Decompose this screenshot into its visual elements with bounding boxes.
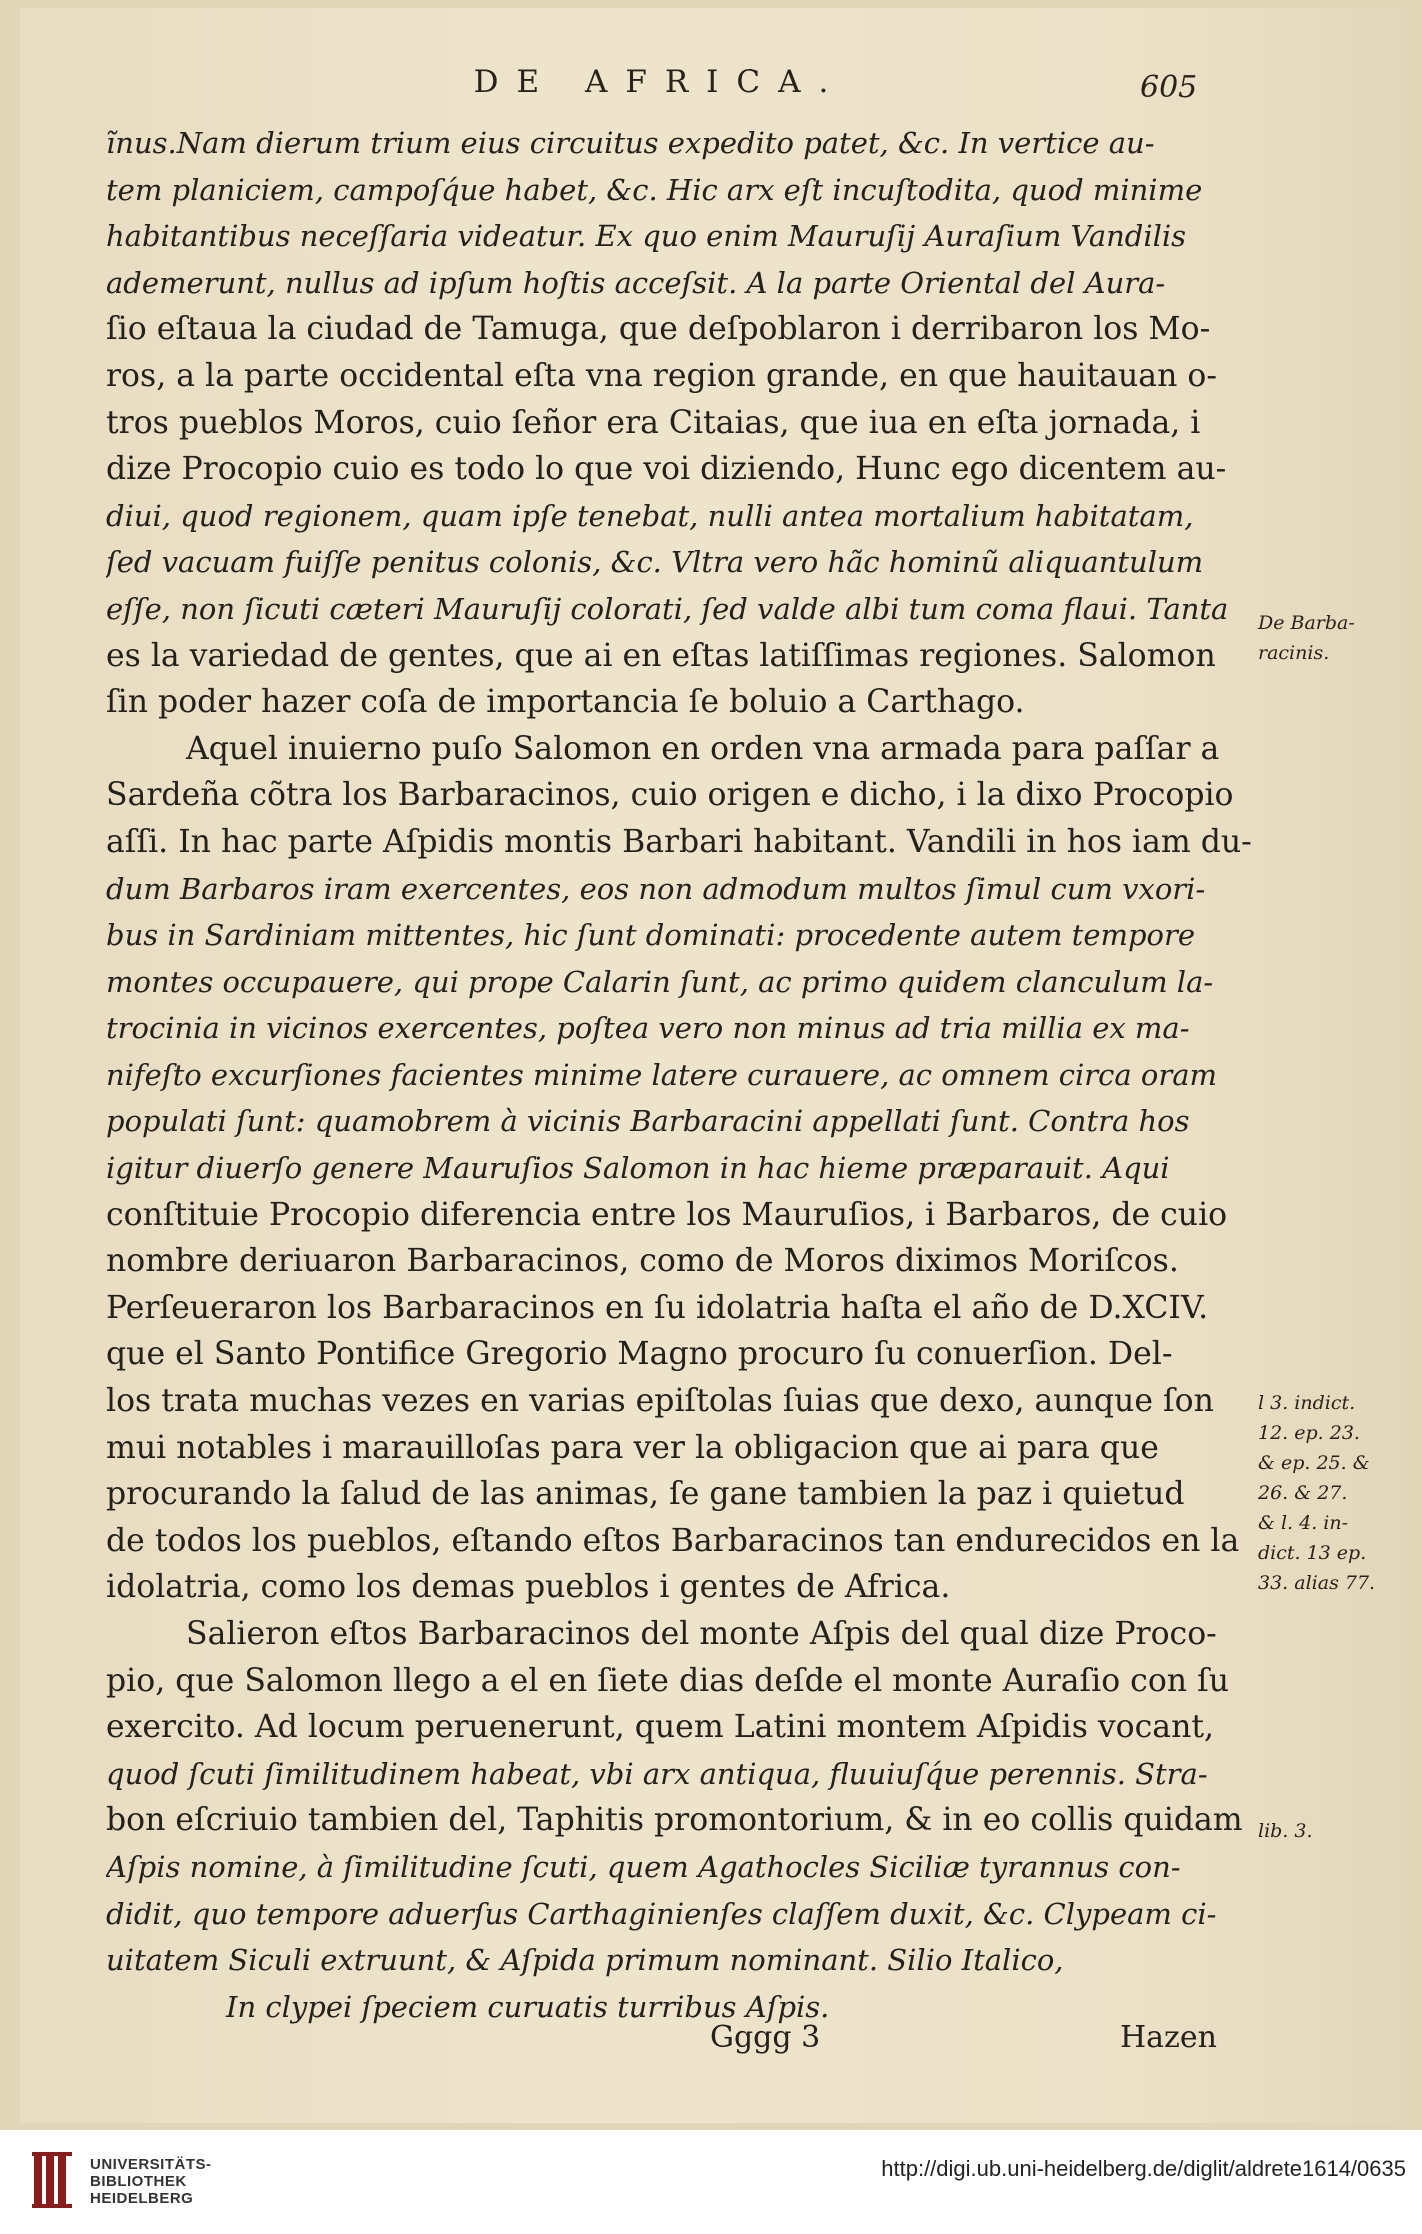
text-line: exercito. Ad locum peruenerunt, quem Latini montem Aſpidis vocant, [106, 1709, 1215, 1746]
marginal-note-line: dict. 13 ep. [1258, 1542, 1367, 1564]
text-line: habitantibus neceſſaria videatur. Ex quo enim Mauruſij Auraſium Vandilis [106, 219, 1187, 254]
marginal-note-silio [1258, 1816, 1313, 1846]
library-name-line: BIBLIOTHEK [90, 2173, 187, 2190]
catchword: Hazen [1120, 2020, 1217, 2055]
text-line: Aſpis nomine, à ſimilitudine ſcuti, quem Agathocles Siciliæ tyrannus con- [106, 1849, 1181, 1884]
text-line: ros, a la parte occidental eſta vna region grande, en que hauitauan o- [106, 357, 1217, 394]
marginal-note-barbaracinis [1258, 608, 1355, 668]
text-line: trocinia in vicinos exercentes, poſtea vero non minus ad tria millia ex ma- [106, 1011, 1190, 1046]
marginal-note-line: 33. alias 77. [1258, 1572, 1376, 1594]
marginal-note-line: 12. ep. 23. [1258, 1422, 1360, 1444]
text-line: conſtituie Procopio diferencia entre los Mauruſios, i Barbaros, de cuio [106, 1196, 1228, 1233]
text-line: pio, que Salomon llego a el en ſiete dias deſde el monte Auraſio con ſu [106, 1662, 1230, 1699]
library-name [90, 2156, 212, 2207]
text-line: quod ſcuti ſimilitudinem habeat, vbi arx antiqua, fluuiuſq́ue perennis. Stra- [106, 1756, 1208, 1791]
text-line: uitatem Siculi extruunt, & Aſpida primum nominant. Silio Italico, [106, 1943, 1064, 1978]
marginal-note-line: 26. & 27. [1258, 1482, 1348, 1504]
running-head: DE AFRICA. [473, 64, 847, 100]
footer-bar [0, 2130, 1422, 2234]
text-line: que el Santo Pontifice Gregorio Magno procuro ſu conuerſion. Del- [106, 1336, 1173, 1373]
library-name-line: UNIVERSITÄTS- [90, 2156, 212, 2173]
text-line: didit, quo tempore aduerſus Carthaginienſes claſſem duxit, &c. Clypeam ci- [106, 1896, 1217, 1931]
text-line: procurando la ſalud de las animas, ſe gane tambien la paz i quietud [106, 1476, 1185, 1513]
marginal-note-line: & ep. 25. & [1258, 1452, 1370, 1474]
marginal-note-line: racinis. [1258, 642, 1330, 664]
text-line: nifeſto excurſiones facientes minime latere curauere, ac omnem circa oram [106, 1057, 1218, 1092]
body-text [106, 120, 1266, 2030]
text-line: ſed vacuam fuiſſe penitus colonis, &c. Vltra vero hãc hominũ aliquantulum [106, 545, 1204, 580]
text-line: Aquel inuierno puſo Salomon en orden vna armada para paſſar a [186, 730, 1220, 767]
text-line: bon eſcriuio tambien del, Taphitis promontorium, & in eo collis quidam [106, 1802, 1243, 1839]
page-paper [20, 8, 1405, 2123]
marginal-note-line: De Barba- [1258, 612, 1355, 634]
text-line: eſſe, non ſicuti cæteri Mauruſij colorati, ſed valde albi tum coma flaui. Tanta [106, 591, 1229, 626]
text-line: dum Barbaros iram exercentes, eos non admodum multos ſimul cum vxori- [106, 871, 1206, 906]
library-logo-icon [30, 2150, 76, 2210]
text-line: ĩnus.Nam dierum trium eius circuitus expedito patet, &c. In vertice au- [106, 126, 1155, 160]
text-line: aſſi. In hac parte Aſpidis montis Barbari habitant. Vandili in hos iam du- [106, 823, 1252, 860]
text-line: In clypei ſpeciem curuatis turribus Aſpis. [226, 1989, 830, 2024]
folio-number: 605 [1140, 70, 1198, 105]
text-line: populati ſunt: quamobrem à vicinis Barbaracini appellati ſunt. Contra hos [106, 1104, 1190, 1139]
text-line: ſin poder hazer coſa de importancia ſe boluio a Carthago. [106, 684, 1025, 721]
marginal-note-gregorio [1258, 1388, 1375, 1598]
text-line: montes occupauere, qui prope Calarin ſunt, ac primo quidem clanculum la- [106, 964, 1214, 999]
text-line: tros pueblos Moros, cuio ſeñor era Citaias, que iua en eſta jornada, i [106, 404, 1201, 441]
text-line: es la variedad de gentes, que ai en eſtas latiſſimas regiones. Salomon [106, 637, 1216, 674]
library-name-line: HEIDELBERG [90, 2190, 194, 2207]
text-line: bus in Sardiniam mittentes, hic ſunt dominati: procedente autem tempore [106, 918, 1196, 953]
text-line: diui, quod regionem, quam ipſe tenebat, nulli antea mortalium habitatam, [106, 498, 1194, 533]
text-line: Perſeueraron los Barbaracinos en ſu idolatria haſta el año de D.XCIV. [106, 1289, 1209, 1326]
text-line: ademerunt, nullus ad ipſum hoſtis acceſsit. A la parte Oriental del Aura- [106, 265, 1166, 300]
marginal-note-line: l 3. indict. [1258, 1392, 1356, 1414]
text-line: ſio eſtaua la ciudad de Tamuga, que deſpoblaron i derribaron los Mo- [106, 311, 1211, 348]
text-line: igitur diuerſo genere Mauruſios Salomon in hac hieme præparauit. Aqui [106, 1151, 1170, 1186]
source-url-link[interactable]: http://digi.ub.uni-heidelberg.de/diglit/aldrete1614/0635 [881, 2156, 1406, 2181]
text-line: los trata muchas vezes en varias epiſtolas ſuias que dexo, aunque ſon [106, 1383, 1214, 1420]
text-line: nombre deriuaron Barbaracinos, como de Moros diximos Moriſcos. [106, 1243, 1179, 1280]
text-line: mui notables i marauilloſas para ver la obligacion que ai para que [106, 1429, 1159, 1466]
marginal-note-line: lib. 3. [1258, 1820, 1313, 1842]
signature-mark: Gggg 3 [710, 2020, 821, 2055]
text-line: idolatria, como los demas pueblos i gentes de Africa. [106, 1569, 951, 1606]
text-line: Salieron eſtos Barbaracinos del monte Aſpis del qual dize Proco- [186, 1616, 1217, 1652]
text-line: tem planiciem, campoſq́ue habet, &c. Hic arx eſt incuſtodita, quod minime [106, 172, 1203, 207]
marginal-note-line: & l. 4. in- [1258, 1512, 1349, 1534]
text-line: Sardeña cõtra los Barbaracinos, cuio origen e dicho, i la dixo Procopio [106, 777, 1234, 814]
text-line: dize Procopio cuio es todo lo que voi diziendo, Hunc ego dicentem au- [106, 451, 1227, 488]
text-line: de todos los pueblos, eſtando eſtos Barbaracinos tan endurecidos en la [106, 1522, 1240, 1559]
